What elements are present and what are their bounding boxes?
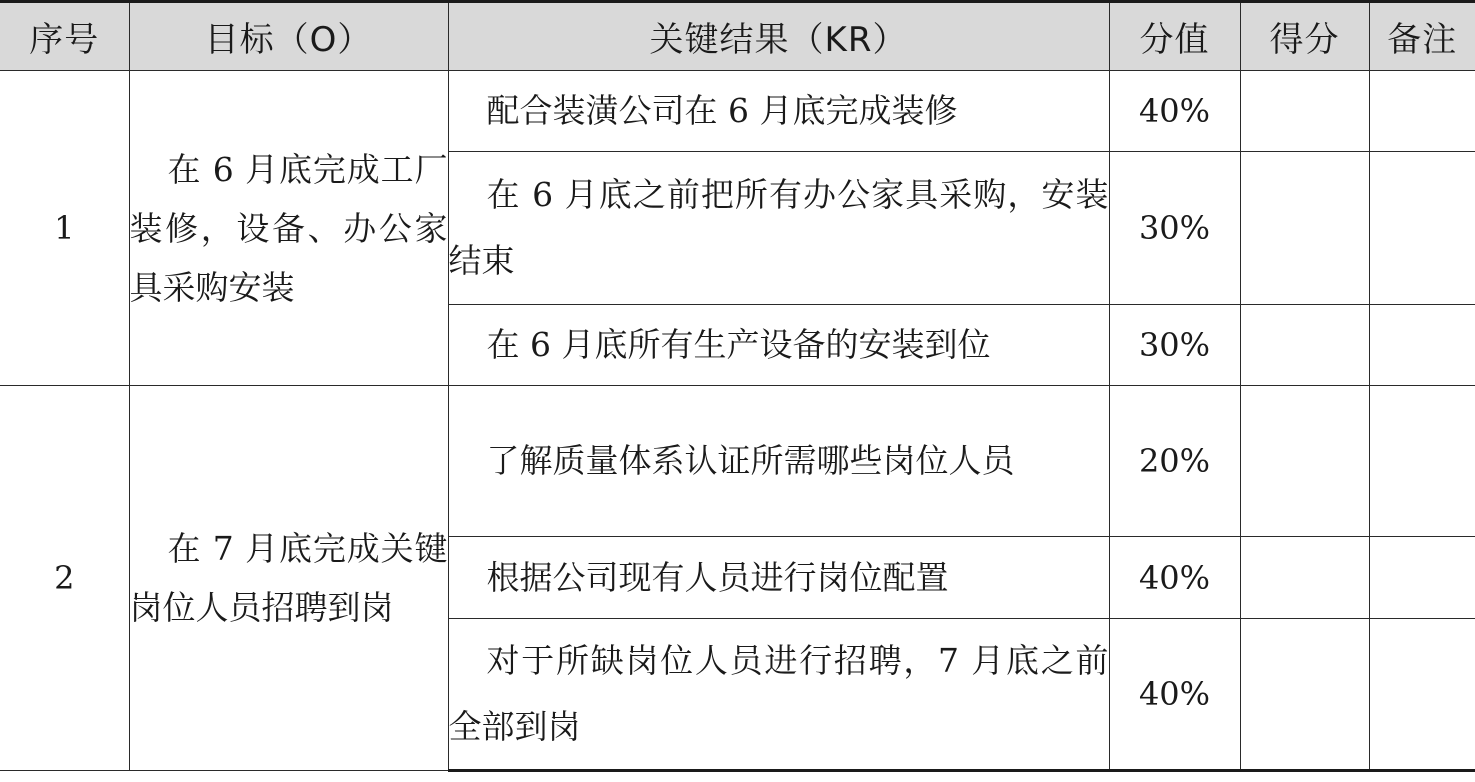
key-result-cell xyxy=(448,152,1109,305)
score-cell: 20% xyxy=(1109,386,1240,537)
note-cell[interactable] xyxy=(1369,619,1475,771)
score-cell: 30% xyxy=(1109,305,1240,386)
key-result-cell xyxy=(448,71,1109,152)
key-result-text: 对于所缺岗位人员进行招聘，7 月底之前全部到岗 xyxy=(448,641,1109,746)
got-cell[interactable] xyxy=(1240,386,1369,537)
header-score: 分值 xyxy=(1109,2,1240,71)
header-row xyxy=(0,2,1475,71)
objective-text: 在 6 月底完成工厂装修，设备、办公家具采购安装 xyxy=(129,149,448,307)
got-cell[interactable] xyxy=(1240,619,1369,771)
note-cell[interactable] xyxy=(1369,305,1475,386)
row-number: 2 xyxy=(0,386,129,771)
key-result-cell xyxy=(448,537,1109,619)
header-objective: 目标（O） xyxy=(129,2,448,71)
key-result-text: 了解质量体系认证所需哪些岗位人员 xyxy=(486,441,1015,480)
header-key-results: 关键结果（KR） xyxy=(448,2,1109,71)
score-cell: 40% xyxy=(1109,71,1240,152)
key-result-text: 根据公司现有人员进行岗位配置 xyxy=(486,557,949,597)
got-cell[interactable] xyxy=(1240,71,1369,152)
score-cell: 40% xyxy=(1109,619,1240,771)
row-number: 1 xyxy=(0,71,129,386)
key-result-cell xyxy=(448,386,1109,537)
score-cell: 30% xyxy=(1109,152,1240,305)
key-result-cell xyxy=(448,619,1109,771)
got-cell[interactable] xyxy=(1240,537,1369,619)
table-row xyxy=(0,71,1475,152)
objective-cell xyxy=(129,71,448,386)
header-no: 序号 xyxy=(0,2,129,71)
key-result-text: 在 6 月底之前把所有办公家具采购，安装结束 xyxy=(448,175,1109,280)
note-cell[interactable] xyxy=(1369,152,1475,305)
note-cell[interactable] xyxy=(1369,537,1475,619)
got-cell[interactable] xyxy=(1240,305,1369,386)
note-cell[interactable] xyxy=(1369,71,1475,152)
score-cell: 40% xyxy=(1109,537,1240,619)
key-result-cell xyxy=(448,305,1109,386)
key-result-text: 在 6 月底所有生产设备的安装到位 xyxy=(486,325,991,364)
objective-text: 在 7 月底完成关键岗位人员招聘到岗 xyxy=(129,529,448,627)
objective-cell xyxy=(129,386,448,771)
got-cell[interactable] xyxy=(1240,152,1369,305)
note-cell[interactable] xyxy=(1369,386,1475,537)
header-note: 备注 xyxy=(1369,2,1475,71)
table-row xyxy=(0,386,1475,537)
key-result-text: 配合装潢公司在 6 月底完成装修 xyxy=(486,91,958,130)
header-got: 得分 xyxy=(1240,2,1369,71)
